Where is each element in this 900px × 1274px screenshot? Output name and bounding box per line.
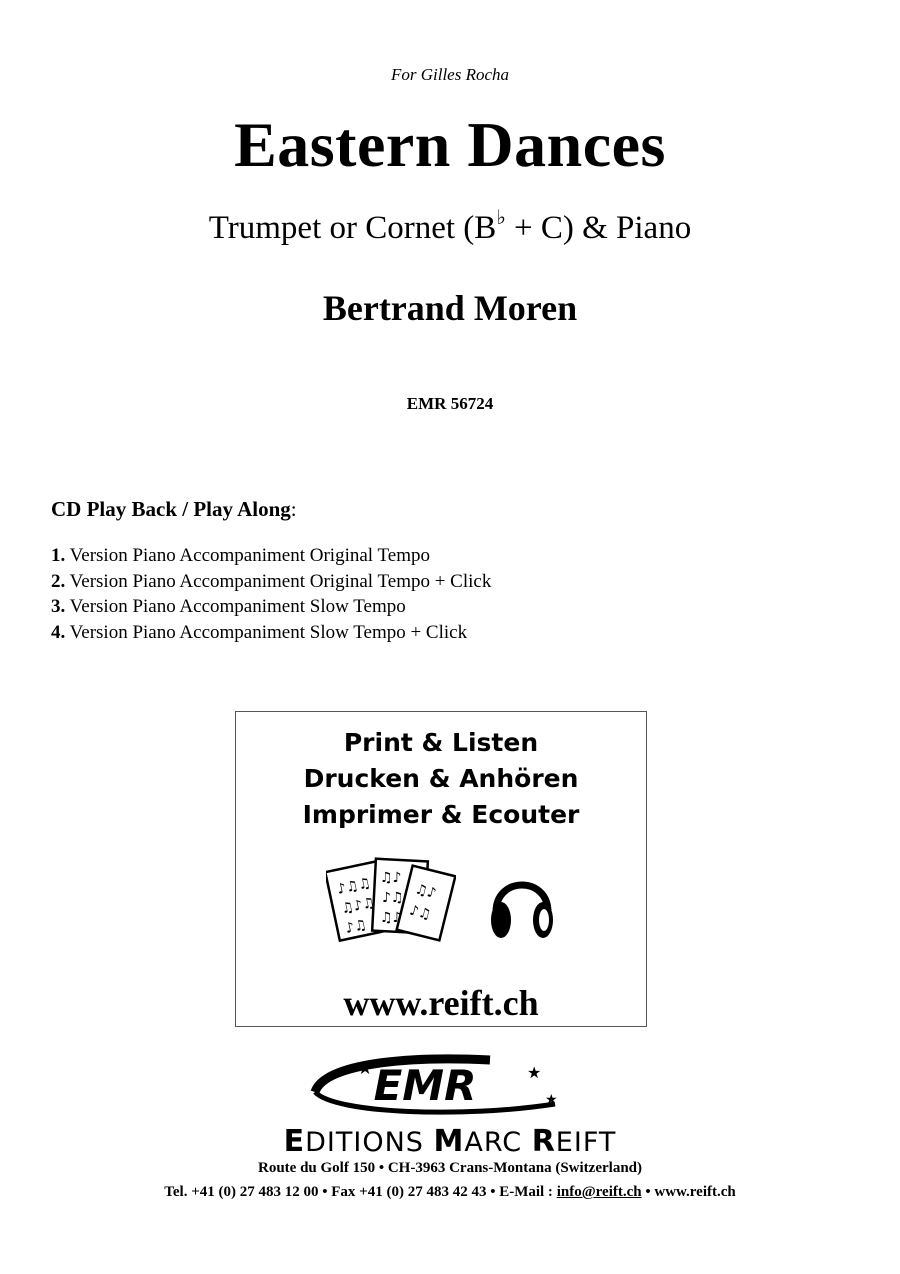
publisher-part: M bbox=[433, 1124, 465, 1159]
contact-prefix: Tel. +41 (0) 27 483 12 00 • Fax +41 (0) 27 483 42 43 • E-Mail : bbox=[164, 1184, 557, 1200]
cd-section-heading bbox=[51, 497, 297, 522]
flat-sign: ♭ bbox=[496, 207, 506, 229]
svg-text:♫♪: ♫♪ bbox=[413, 881, 438, 902]
publisher-part: ARC bbox=[464, 1127, 532, 1158]
sheet-music-icon bbox=[326, 854, 456, 949]
track-text: Version Piano Accompaniment Slow Tempo bbox=[65, 596, 406, 617]
svg-text:♪♫: ♪♫ bbox=[407, 902, 433, 924]
svg-text:♪♫♫: ♪♫♫ bbox=[335, 875, 373, 898]
emr-logo bbox=[295, 1052, 585, 1120]
publisher-part: EIFT bbox=[555, 1127, 617, 1158]
track-number: 1. bbox=[51, 545, 66, 566]
star-icon: ★ bbox=[545, 1093, 558, 1108]
catalog-number: EMR 56724 bbox=[406, 394, 494, 413]
track-text: Version Piano Accompaniment Slow Tempo + Click bbox=[65, 621, 468, 643]
track-text: Version Piano Accompaniment Original Tempo + Click bbox=[65, 570, 492, 592]
instrumentation bbox=[0, 207, 900, 247]
star-icon: ★ bbox=[357, 1058, 374, 1078]
list-item bbox=[51, 620, 491, 646]
track-list bbox=[51, 543, 491, 645]
email-link[interactable]: info@reift.ch bbox=[556, 1184, 642, 1200]
star-icon: ★ bbox=[527, 1065, 542, 1082]
list-item bbox=[51, 543, 491, 569]
svg-text:♪♫: ♪♫ bbox=[382, 890, 404, 906]
publisher-name bbox=[0, 1124, 900, 1159]
publisher-address: Route du Golf 150 • CH-3963 Crans-Montana (Switzerland) bbox=[258, 1160, 642, 1176]
track-number: 2. bbox=[51, 570, 66, 592]
track-number: 4. bbox=[51, 621, 66, 643]
composer: Bertrand Moren bbox=[322, 288, 578, 328]
track-number: 3. bbox=[51, 596, 66, 617]
svg-text:♫♪♫: ♫♪♫ bbox=[339, 894, 377, 918]
publisher-contact bbox=[0, 1184, 900, 1201]
promo-line-german: Drucken & Anhören bbox=[303, 764, 579, 793]
svg-text:♪♫: ♪♫ bbox=[343, 916, 369, 938]
list-item bbox=[51, 594, 491, 620]
promo-line-english: Print & Listen bbox=[343, 728, 539, 757]
print-listen-box bbox=[235, 711, 647, 1027]
logo-mark-text: EMR bbox=[373, 1061, 477, 1110]
track-text: Version Piano Accompaniment Original Tempo bbox=[65, 545, 430, 566]
publisher-part: R bbox=[531, 1124, 556, 1159]
contact-suffix: • www.reift.ch bbox=[641, 1184, 736, 1200]
headphones-icon bbox=[486, 862, 558, 944]
instrument-text-after: + C) & Piano bbox=[505, 210, 692, 246]
cd-heading-suffix: : bbox=[290, 497, 297, 521]
instrument-text-before: Trumpet or Cornet (B bbox=[208, 210, 497, 246]
dedication: For Gilles Rocha bbox=[390, 65, 510, 84]
list-item bbox=[51, 569, 491, 595]
publisher-part: DITIONS bbox=[305, 1127, 434, 1158]
svg-text:♫♪: ♫♪ bbox=[380, 870, 402, 886]
cd-heading-text: CD Play Back / Play Along bbox=[51, 497, 291, 521]
svg-text:♫♪: ♫♪ bbox=[380, 910, 402, 926]
promo-url: www.reift.ch bbox=[343, 983, 539, 1023]
publisher-part: E bbox=[283, 1124, 306, 1159]
page-title: Eastern Dances bbox=[234, 109, 666, 180]
promo-line-french: Imprimer & Ecouter bbox=[302, 800, 580, 829]
